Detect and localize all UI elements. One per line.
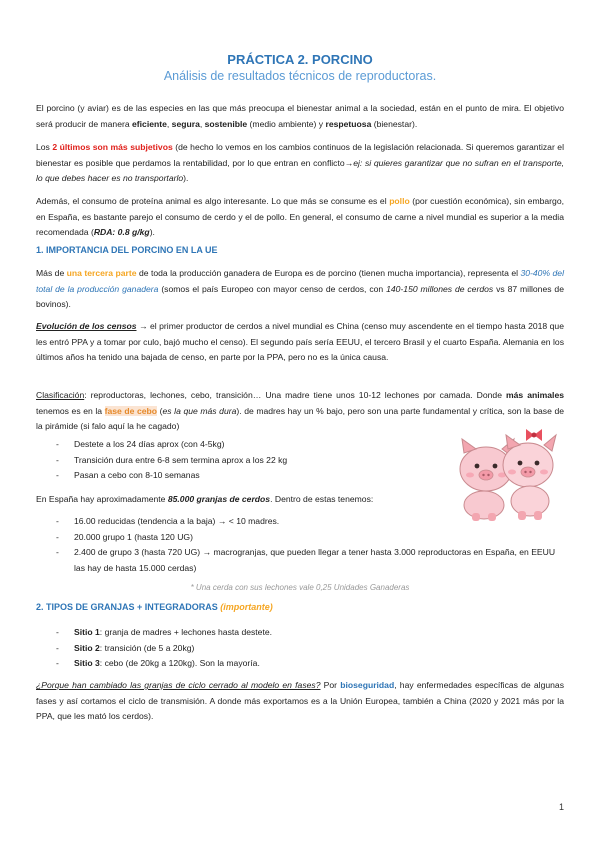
- growth-stages-list: [56, 437, 436, 484]
- protein-paragraph: Además, el consumo de proteína animal es algo interesante. Lo que más se consume es el pollo (por cuestión económica), sin embargo, en España, es bastante parejo el consumo de cerdo y el de pollo. En general, el consumo de carne a nivel mundial es superior a la media recomendada (RDA: 0.8 g/kg).: [36, 196, 564, 237]
- footnote-caption: * Una cerda con sus lechones vale 0,25 Unidades Ganaderas: [190, 583, 410, 592]
- list-item: - 16.00 reducidas (tendencia a la baja) → < 10 madres.: [56, 514, 564, 530]
- census-paragraph: Evolución de los censos → el primer productor de cerdos a nivel mundial es China (censo muy ascendente en el tiempo hasta 2018 que les entró PPA y a tomar por culo, bajó mucho el censo). El segundo país sería EEUU, el tercero Brasil y el cuarto España. Alemania en los últimos años ha tenido una bajada de censo, en parte por la PPA, pero no es la única causa.: [36, 321, 564, 362]
- farms-paragraph: En España hay aproximadamente 85.000 granjas de cerdos. Dentro de estas tenemos:: [36, 494, 374, 504]
- list-item: - 2.400 de grupo 3 (hasta 720 UG) → macrogranjas, que pueden llegar a tener hasta 3.000 reproductoras en España, en EEUU las hay de hasta 15.000 cerdas): [56, 545, 564, 576]
- sites-list: [56, 625, 564, 672]
- section-heading-1: 1. IMPORTANCIA DEL PORCINO EN LA UE: [36, 245, 218, 255]
- page-number: 1: [558, 802, 564, 812]
- farm-types-list: [56, 514, 564, 576]
- page-subtitle: Análisis de resultados técnicos de reproductoras.: [163, 69, 437, 83]
- page-title: PRÁCTICA 2. PORCINO: [227, 52, 373, 67]
- classification-paragraph: Clasificación: reproductoras, lechones, cebo, transición… Una madre tiene unos 10-12 lechones por camada. Donde más animales tenemos es en la fase de cebo (es la que más dura). de madres hay un % bajo, pero son una parte fundamental y crítica, son la base de la pirámide (si falo aquí la he cagado): [36, 390, 565, 431]
- list-item: - Pasan a cebo con 8-10 semanas: [56, 468, 436, 484]
- list-item: - 20.000 grupo 1 (hasta 120 UG): [56, 530, 564, 546]
- pigs-illustration: [448, 425, 564, 523]
- biosecurity-paragraph: ¿Porque han cambiado las granjas de ciclo cerrado al modelo en fases? Por bioseguridad, hay enfermedades específicas de algunas fases y así cortamos el ciclo de transmisión. A donde más exportamos es a la Unión Europea, también a China (2020 y 2021 más por la PPA, que les mató los cerdos).: [36, 680, 565, 721]
- list-item: - Sitio 2: transición (de 5 a 20kg): [56, 641, 564, 657]
- list-item: - Sitio 1: granja de madres + lechones hasta destete.: [56, 625, 564, 641]
- section-heading-2: 2. TIPOS DE GRANJAS + INTEGRADORAS (importante): [36, 602, 273, 612]
- intro-paragraph: El porcino (y aviar) es de las especies en las que más preocupa el bienestar animal a la sociedad, están en el punto de mira. El objetivo será producir de manera eficiente, segura, sostenible (medio ambiente) y respetuosa (bienestar).: [36, 103, 564, 129]
- list-item: - Destete a los 24 días aprox (con 4-5kg): [56, 437, 436, 453]
- importance-paragraph: Más de una tercera parte de toda la producción ganadera de Europa es de porcino (tienen mucha importancia), representa el 30-40% del total de la producción ganadera (somos el país Europeo con mayor censo de cerdos, con 140-150 millones de cerdos vs 87 millones de bovinos).: [36, 268, 564, 309]
- subjectivity-paragraph: Los 2 últimos son más subjetivos (de hecho lo vemos en los cambios continuos de la legislación relacionada. Si queremos garantizar el bienestar es posible que perdamos la rentabilidad, por lo que entran en conflicto→ej: si quieres garantizar que no sufran en el transporte, lo que debes hacer es no transportarlo).: [36, 142, 565, 183]
- list-item: - Sitio 3: cebo (de 20kg a 120kg). Son la mayoría.: [56, 656, 564, 672]
- list-item: - Transición dura entre 6-8 sem termina aprox a los 22 kg: [56, 453, 436, 469]
